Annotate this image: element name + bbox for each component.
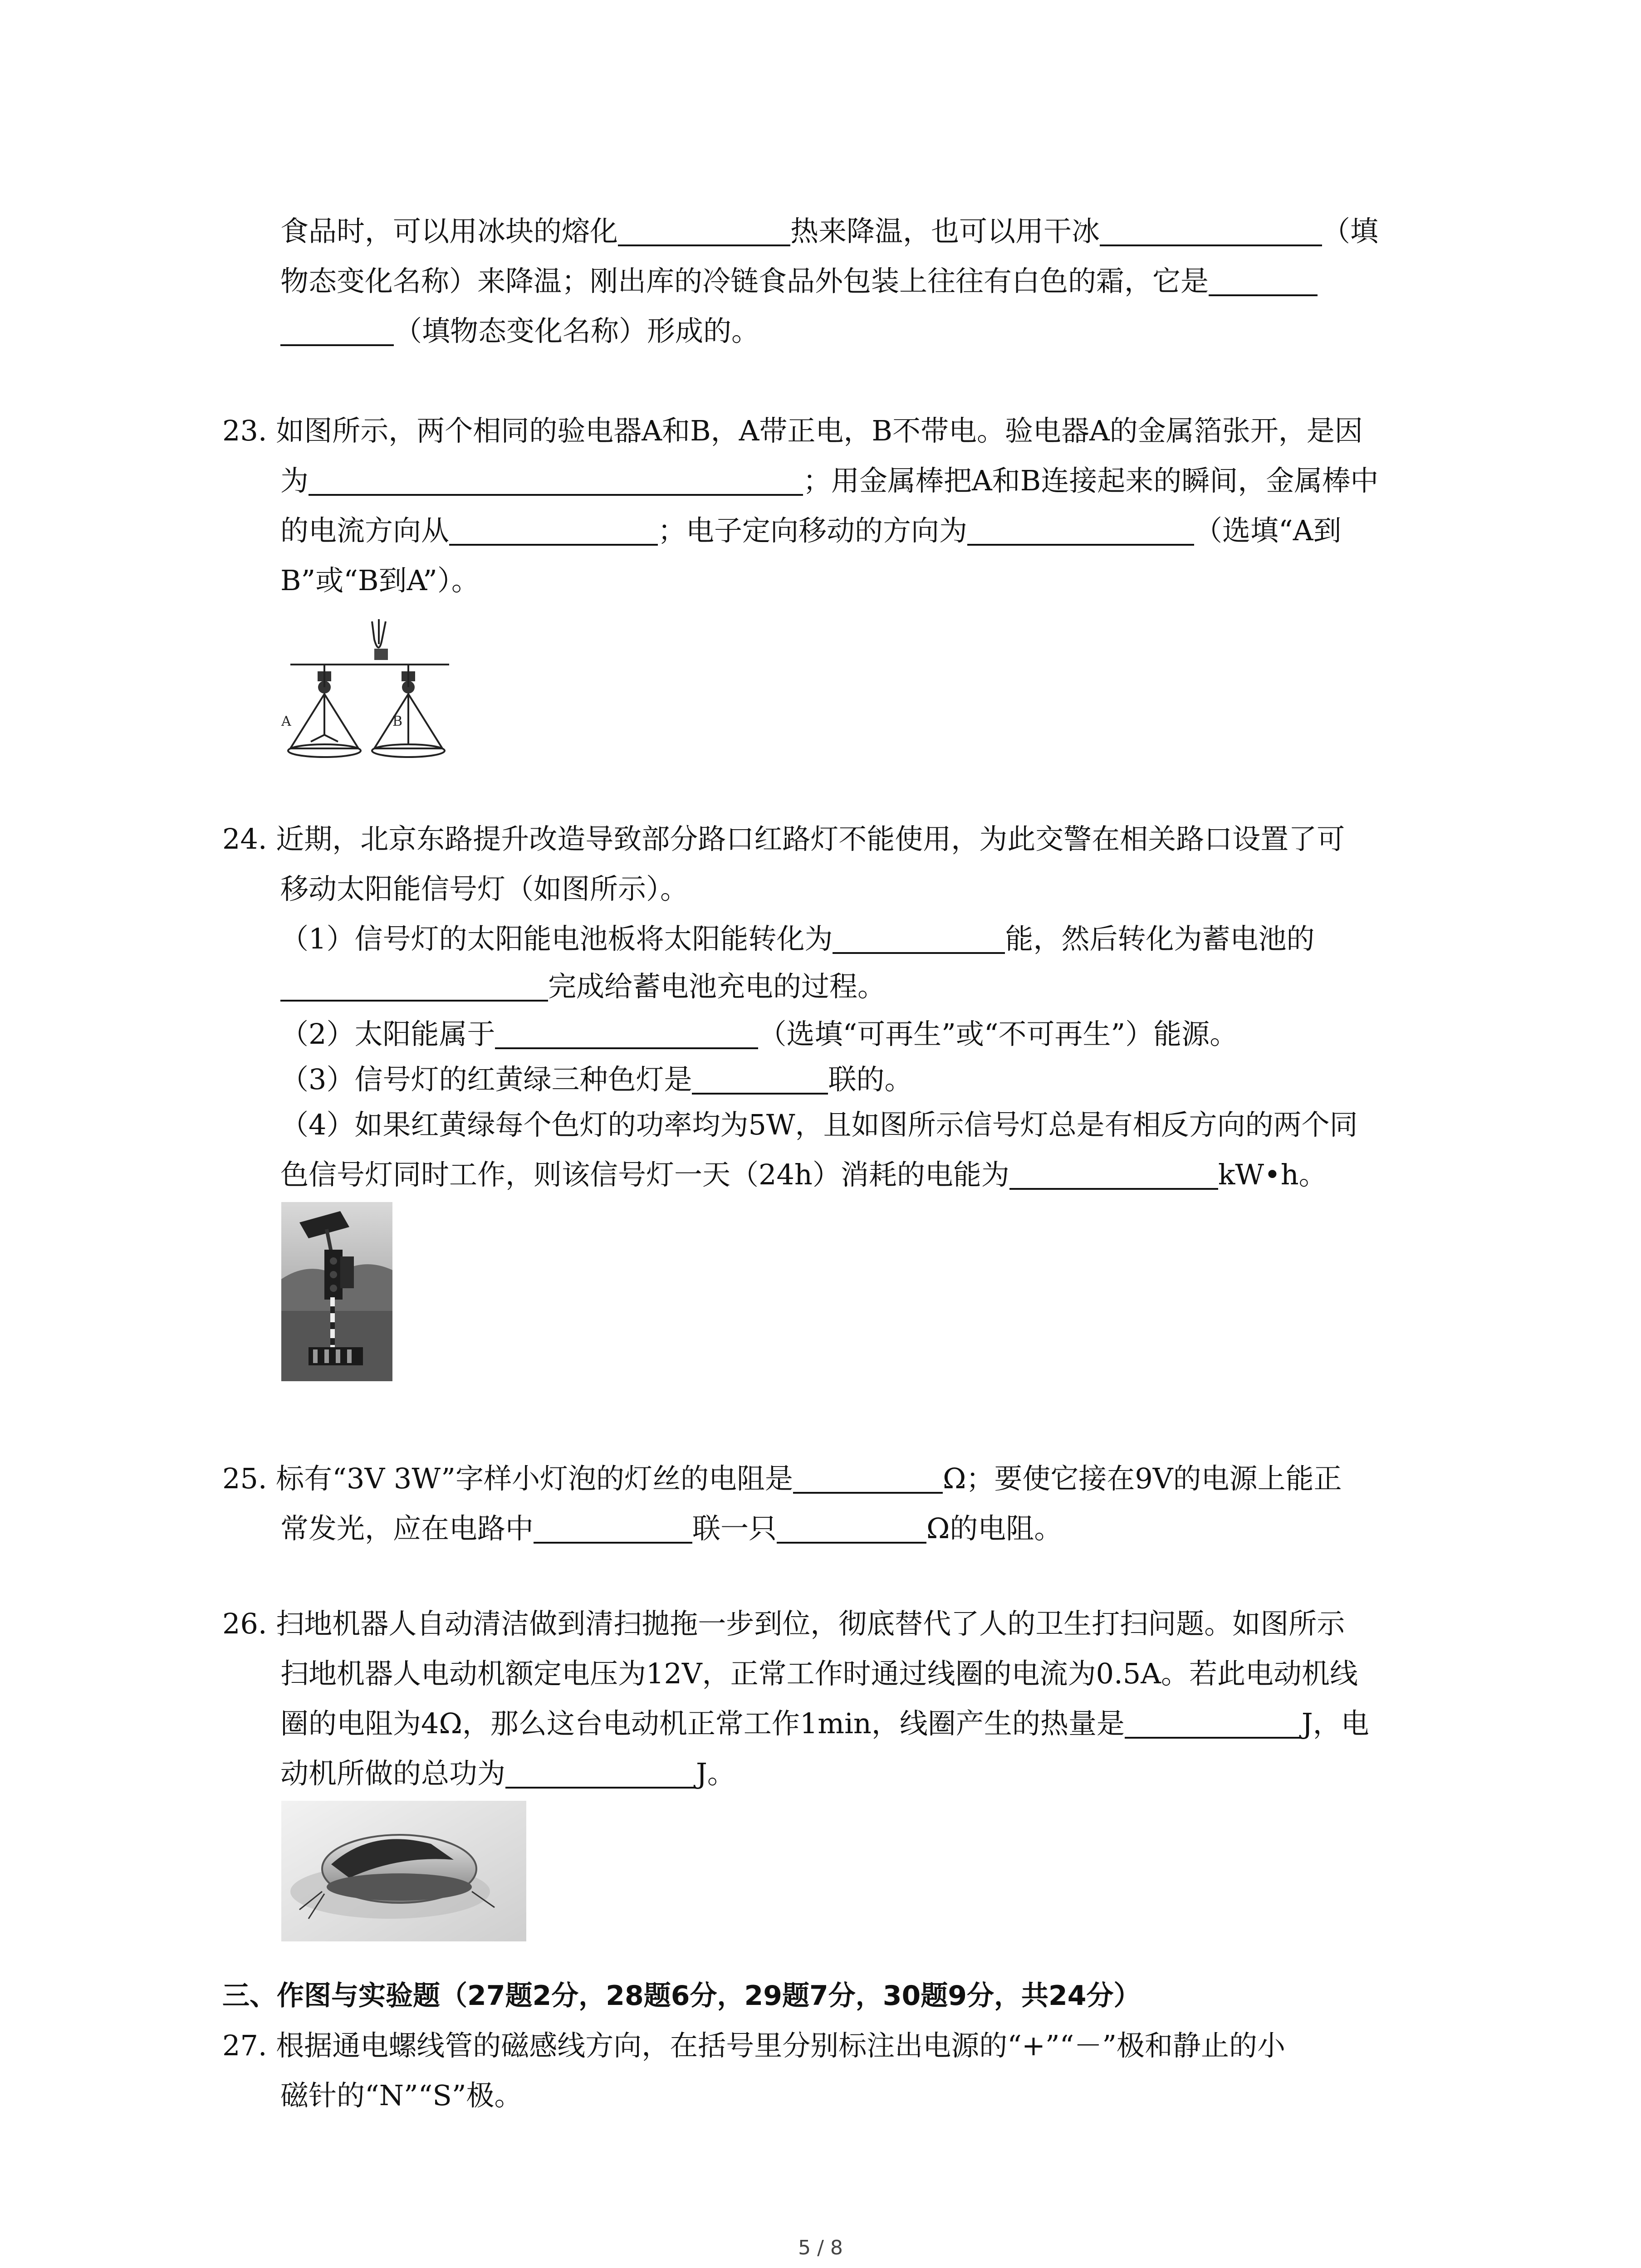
q24-text: 联的。 — [828, 1063, 913, 1096]
q22-text: 物态变化名称）来降温；刚出库的冷链食品外包装上往往有白色的霜，它是 — [280, 264, 1209, 298]
q22-text: （填物态变化名称）形成的。 — [394, 314, 760, 347]
answer-blank[interactable] — [793, 1460, 943, 1494]
q26-text: 圈的电阻为4Ω，那么这台电动机正常工作1min，线圈产生的热量是 — [280, 1707, 1125, 1740]
q23-text: 为 — [280, 464, 309, 497]
q24-text: （3）信号灯的红黄绿三种色灯是 — [280, 1063, 692, 1096]
answer-blank[interactable] — [280, 968, 548, 1002]
q24-line-1: 24. 近期，北京东路提升改造导致部分路口红路灯不能使用，为此交警在相关路口设置了可 — [222, 822, 1345, 855]
page-number: 5 / 8 — [798, 2236, 843, 2259]
q24-line-5 — [280, 1012, 1238, 1057]
q22-text: 热来降温，也可以用干冰 — [790, 215, 1100, 248]
electroscope-b — [372, 665, 445, 757]
q24-text: （选填“可再生”或“不可再生”）能源。 — [758, 1017, 1238, 1051]
q26-text: J。 — [696, 1757, 735, 1790]
q23-line-4: B”或“B到A”）。 — [280, 564, 480, 597]
section-heading: 三、作图与实验题（27题2分，28题6分，29题7分，30题9分，共24分） — [222, 1980, 1141, 2012]
answer-blank[interactable] — [777, 1510, 926, 1544]
q24-line-4 — [280, 964, 886, 1009]
q23-line-2 — [280, 458, 1378, 503]
q23-text: ；电子定向移动的方向为 — [658, 514, 968, 547]
q25-text: 联一只 — [692, 1512, 777, 1545]
q26-line-1: 26. 扫地机器人自动清洁做到清扫拋拖一步到位，彻底替代了人的卫生打扫问题。如图所示 — [222, 1607, 1345, 1640]
q23-text: 的电流方向从 — [280, 514, 450, 547]
electroscope-a — [281, 665, 361, 757]
q23-line-3 — [280, 508, 1342, 553]
answer-blank[interactable] — [1125, 1705, 1302, 1739]
q23-text: ；用金属棒把A和B连接起来的瞬间，金属棒中 — [803, 464, 1379, 497]
robot-vacuum-photo — [281, 1801, 526, 1941]
answer-blank[interactable] — [692, 1061, 828, 1095]
answer-blank[interactable] — [449, 512, 658, 546]
answer-blank[interactable] — [280, 313, 394, 346]
q24-line-8 — [280, 1152, 1327, 1198]
answer-blank[interactable] — [833, 920, 1005, 954]
q24-text: kW•h。 — [1218, 1158, 1327, 1191]
q24-text: 色信号灯同时工作，则该信号灯一天（24h）消耗的电能为 — [280, 1158, 1009, 1191]
q23-text: （选填“A到 — [1194, 514, 1342, 547]
q22-text: （填 — [1322, 215, 1379, 248]
q24-text: 完成给蓄电池充电的过程。 — [548, 970, 886, 1003]
q25-text: 常发光，应在电路中 — [280, 1512, 534, 1545]
q27-line-1: 27. 根据通电螺线管的磁感线方向，在括号里分别标注出电源的“+”“－”极和静止的小 — [222, 2029, 1286, 2062]
q22-line-3 — [280, 308, 759, 354]
q22-line-1 — [280, 209, 1378, 254]
answer-blank[interactable] — [505, 1755, 696, 1789]
answer-blank[interactable] — [1209, 263, 1318, 296]
q24-text: 能，然后转化为蓄电池的 — [1005, 922, 1315, 955]
q24-line-6 — [280, 1057, 912, 1102]
q26-line-2: 扫地机器人电动机额定电压为12V，正常工作时通过线圈的电流为0.5A。若此电动机线 — [280, 1657, 1358, 1690]
fig-label-a: A — [281, 714, 291, 729]
answer-blank[interactable] — [309, 462, 803, 496]
answer-blank[interactable] — [534, 1510, 692, 1544]
q24-text: （1）信号灯的太阳能电池板将太阳能转化为 — [280, 922, 833, 955]
q25-text: Ω；要使它接在9V的电源上能正 — [942, 1462, 1342, 1495]
electroscope-figure — [281, 612, 463, 762]
q22-line-2 — [280, 259, 1318, 304]
solar-traffic-light-photo — [281, 1202, 392, 1381]
answer-blank[interactable] — [1100, 213, 1322, 246]
q25-line-1 — [222, 1456, 1342, 1501]
answer-blank[interactable] — [618, 213, 790, 246]
q22-text: 食品时，可以用冰块的熔化 — [280, 215, 618, 248]
fig-label-b: B — [392, 714, 403, 729]
q27-line-2: 磁针的“N”“S”极。 — [280, 2079, 523, 2112]
q25-text: Ω的电阻。 — [926, 1512, 1063, 1545]
q24-line-7: （4）如果红黄绿每个色灯的功率均为5W，且如图所示信号灯总是有相反方向的两个同 — [280, 1108, 1358, 1141]
q24-text: （2）太阳能属于 — [280, 1017, 495, 1051]
q26-text: J，电 — [1301, 1707, 1369, 1740]
q23-line-1: 23. 如图所示，两个相同的验电器A和B，A带正电，B不带电。验电器A的金属箔张开，是因 — [222, 414, 1363, 447]
q26-line-4 — [280, 1751, 735, 1796]
q26-text: 动机所做的总功为 — [280, 1757, 506, 1790]
answer-blank[interactable] — [495, 1016, 758, 1049]
answer-blank[interactable] — [1009, 1156, 1218, 1190]
answer-blank[interactable] — [967, 512, 1194, 546]
q25-text: 25. 标有“3V 3W”字样小灯泡的灯丝的电阻是 — [222, 1462, 793, 1495]
q24-line-3 — [280, 916, 1314, 962]
q24-line-2: 移动太阳能信号灯（如图所示）。 — [280, 872, 689, 905]
q26-line-3 — [280, 1701, 1369, 1746]
q25-line-2 — [280, 1506, 1062, 1551]
